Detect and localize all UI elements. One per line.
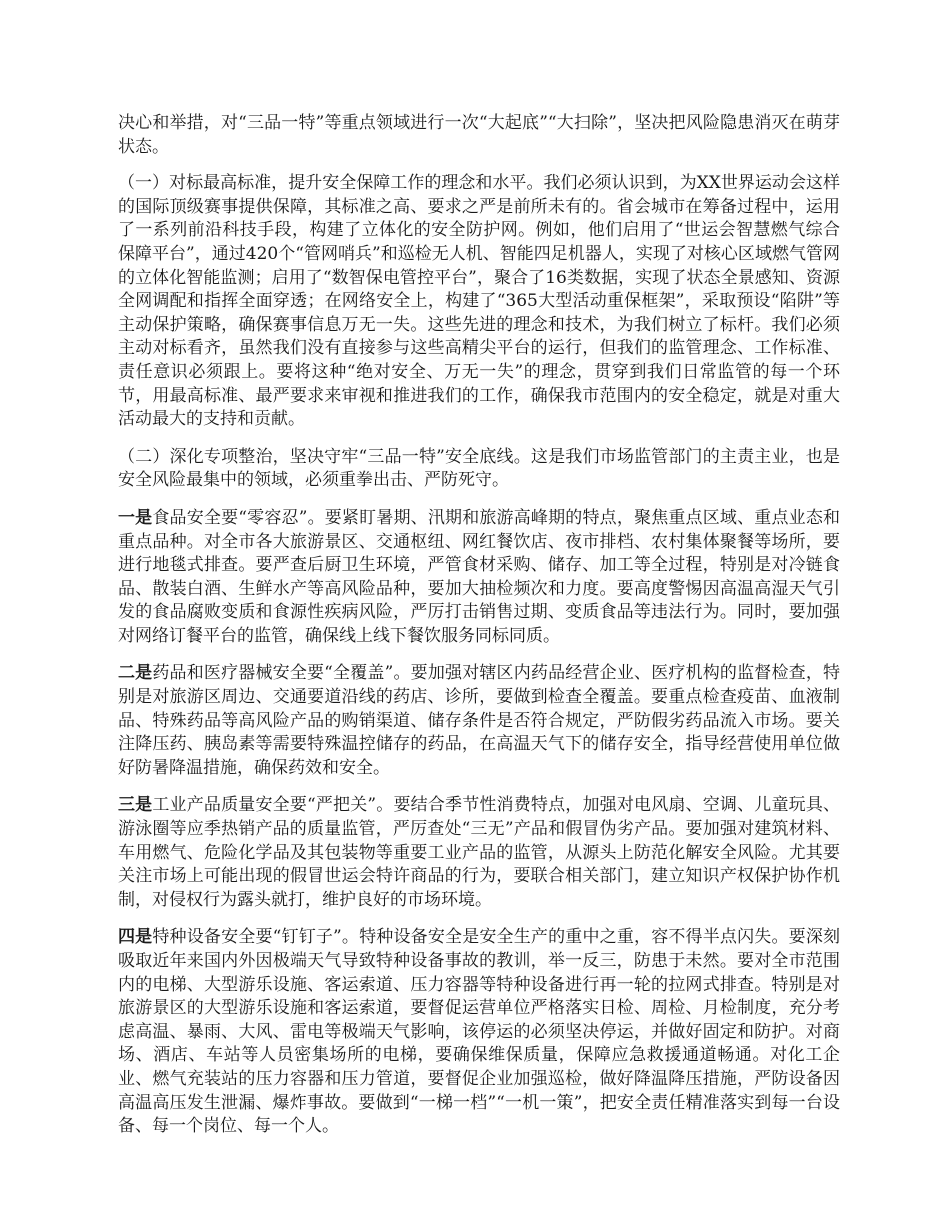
paragraph-text: （一）对标最高标准，提升安全保障工作的理念和水平。我们必须认识到，为XX世界运动会这样的国际顶级赛事提供保障，其标准之高、要求之严是前所未有的。省会城市在筹备过程中，运用了一系列前沿科技手段，构建了立体化的安全防护网。例如，他们启用了“世运会智慧燃气综合保障平台”，通过420个“管网哨兵”和巡检无人机、智能四足机器人，实现了对核心区域燃气管网的立体化智能监测；启用了“数智保电管控平台”，聚合了16类数据，实现了状态全景感知、资源全网调配和指挥全面穿透；在网络安全上，构建了“365大型活动重保框架”，采取预设“陷阱”等主动保护策略，确保赛事信息万无一失。这些先进的理念和技术，为我们树立了标杆。我们必须主动对标看齐，虽然我们没有直接参与这些高精尖平台的运行，但我们的监管理念、工作标准、责任意识必须跟上。要将这种“绝对安全、万无一失”的理念，贯穿到我们日常监管的每一个环节，用最高标准、最严要求来审视和推进我们的工作，确保我市范围内的安全稳定，就是对重大活动最大的支持和贡献。	[118, 173, 840, 430]
paragraph-text: 工业产品质量安全要“严把关”。要结合季节性消费特点，加强对电风扇、空调、儿童玩具、游泳圈等应季热销产品的质量监管，严厉查处“三无”产品和假冒伪劣产品。要加强对建筑材料、车用燃气、危险化学品及其包装物等重要工业产品的监管，从源头上防范化解安全风险。尤其要关注市场上可能出现的假冒世运会特许商品的行为，要联合相关部门，建立知识产权保护协作机制，对侵权行为露头就打，维护良好的市场环境。	[118, 795, 841, 910]
paragraph-item-industrial	[118, 794, 840, 912]
paragraph-item-drug	[118, 662, 840, 780]
paragraph-lead: 三是	[118, 795, 153, 816]
paragraph-section-two	[118, 446, 840, 493]
paragraph-text: （二）深化专项整治，坚决守牢“三品一特”安全底线。这是我们市场监管部门的主责主业，也是安全风险最集中的领域，必须重拳出击、严防死守。	[118, 446, 840, 491]
paragraph-text: 特种设备安全要“钉钉子”。特种设备安全是安全生产的重中之重，容不得半点闪失。要深刻吸取近年来国内外因极端天气导致特种设备事故的教训，举一反三，防患于未然。要对全市范围内的电梯、大型游乐设施、客运索道、压力容器等特种设备进行再一轮的拉网式排查。特别是对旅游景区的大型游乐设施和客运索道，要督促运营单位严格落实日检、周检、月检制度，充分考虑高温、暴雨、大风、雷电等极端天气影响，该停运的必须坚决停运，并做好固定和防护。对商场、酒店、车站等人员密集场所的电梯，要确保维保质量，保障应急救援通道畅通。对化工企业、燃气充装站的压力容器和压力管道，要督促企业加强巡检，做好降温降压措施，严防设备因高温高压发生泄漏、爆炸事故。要做到“一梯一档”“一机一策”，把安全责任精准落实到每一台设备、每一个岗位、每一个人。	[118, 927, 841, 1137]
paragraph-text: 食品安全要“零容忍”。要紧盯暑期、汛期和旅游高峰期的特点，聚焦重点区域、重点业态和重点品种。对全市各大旅游景区、交通枢纽、网红餐饮店、夜市排档、农村集体聚餐等场所，要进行地毯式排查。要严查后厨卫生环境，严管食材采购、储存、加工等全过程，特别是对冷链食品、散装白酒、生鲜水产等高风险品种，要加大抽检频次和力度。要高度警惕因高温高湿天气引发的食品腐败变质和食源性疾病风险，严厉打击销售过期、变质食品等违法行为。同时，要加强对网络订餐平台的监管，确保线上线下餐饮服务同标同质。	[118, 507, 841, 646]
paragraph-text: 药品和医疗器械安全要“全覆盖”。要加强对辖区内药品经营企业、医疗机构的监督检查，特别是对旅游区周边、交通要道沿线的药店、诊所，要做到检查全覆盖。要重点检查疫苗、血液制品、特殊药品等高风险产品的购销渠道、储存条件是否符合规定，严防假劣药品流入市场。要关注降压药、胰岛素等需要特殊温控储存的药品，在高温天气下的储存安全，指导经营使用单位做好防暑降温措施，确保药效和安全。	[118, 663, 841, 778]
document-page	[118, 112, 840, 1153]
paragraph-item-food	[118, 507, 840, 649]
paragraph-item-equipment	[118, 926, 840, 1138]
paragraph-intro	[118, 112, 840, 159]
paragraph-text: 决心和举措，对“三品一特”等重点领域进行一次“大起底”“大扫除”，坚决把风险隐患消灭在萌芽状态。	[118, 113, 840, 157]
paragraph-lead: 一是	[118, 507, 153, 528]
paragraph-lead: 二是	[118, 663, 153, 684]
paragraph-section-one	[118, 172, 840, 432]
paragraph-lead: 四是	[118, 927, 153, 948]
